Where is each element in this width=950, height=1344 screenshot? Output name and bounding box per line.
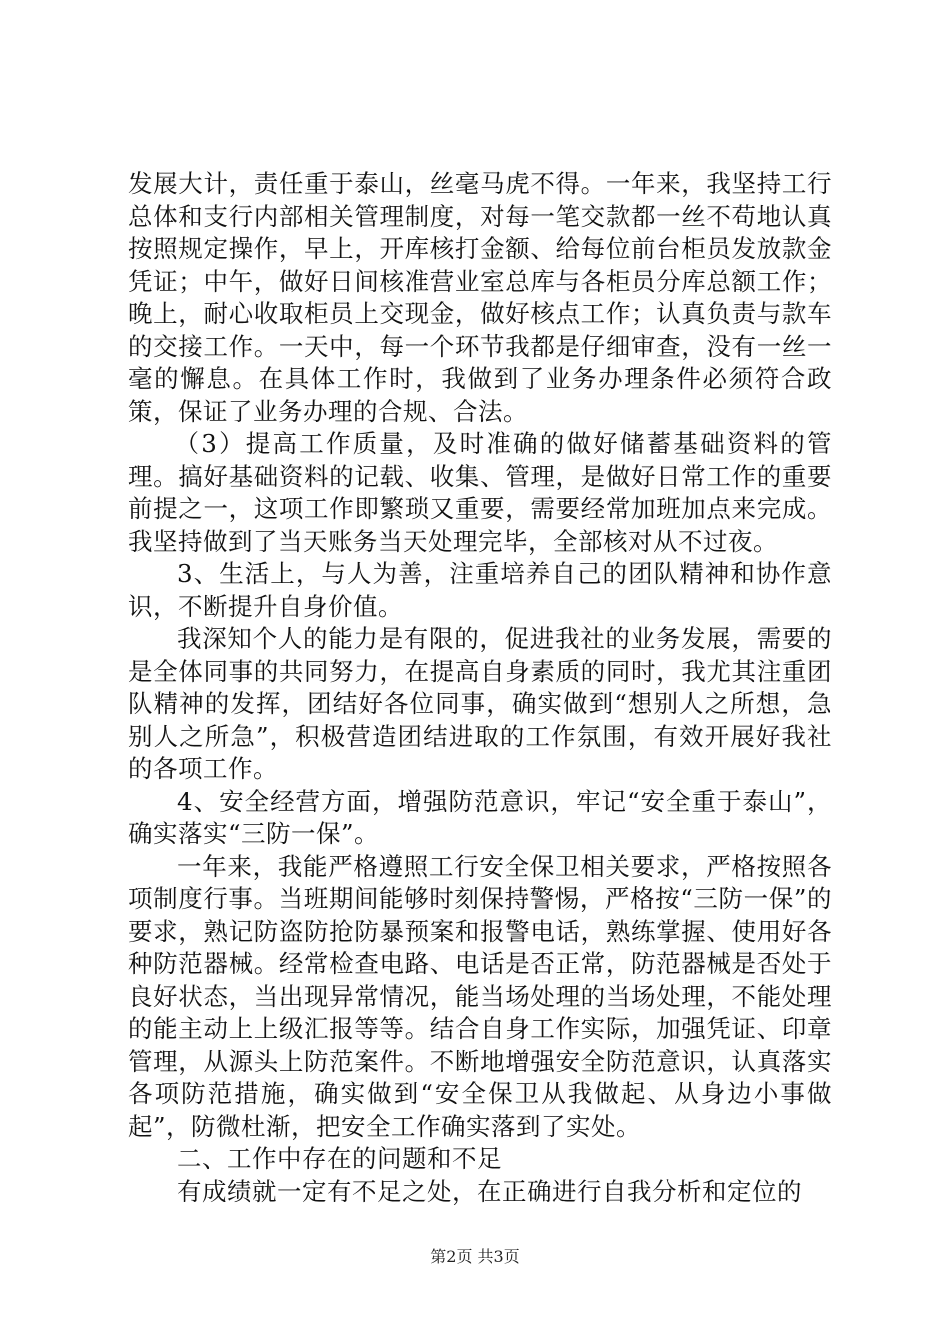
page-number-footer: 第2页 共3页 bbox=[430, 1247, 520, 1266]
paragraph-heading-safety: 4、安全经营方面，增强防范意识，牢记“安全重于泰山”，确实落实“三防一保”。 bbox=[128, 786, 832, 848]
document-body bbox=[128, 168, 832, 1208]
paragraph-work-quality: （3）提高工作质量，及时准确的做好储蓄基础资料的管理。搞好基础资料的记载、收集、管理，是做好日常工作的重要前提之一，这项工作即繁琐又重要，需要经常加班加点来完成。我坚持做到了当天账务当天处理完毕，全部核对从不过夜。 bbox=[128, 429, 832, 556]
paragraph-shortcomings: 有成绩就一定有不足之处，在正确进行自我分析和定位的 bbox=[177, 1176, 802, 1206]
paragraph-safety-details: 一年来，我能严格遵照工行安全保卫相关要求，严格按照各项制度行事。当班期间能够时刻保持警惕，严格按“三防一保”的要求，熟记防盗防抢防暴预案和报警电话，熟练掌握、使用好各种防范器械。经常检查电路、电话是否正常，防范器械是否处于良好状态，当出现异常情况，能当场处理的当场处理，不能处理的能主动上上级汇报等等。结合自身工作实际，加强凭证、印章管理，从源头上防范案件。不断地增强安全防范意识，认真落实各项防范措施，确实做到“安全保卫从我做起、从身边小事做起”，防微杜渐，把安全工作确实落到了实处。 bbox=[128, 851, 832, 1141]
section-heading-problems: 二、工作中存在的问题和不足 bbox=[177, 1144, 502, 1173]
paragraph-continuation: 发展大计，责任重于泰山，丝毫马虎不得。一年来，我坚持工行总体和支行内部相关管理制度，对每一笔交款都一丝不苟地认真按照规定操作，早上，开库核打金额、给每位前台柜员发放款金凭证；中午，做好日间核准营业室总库与各柜员分库总额工作；晚上，耐心收取柜员上交现金，做好核点工作；认真负责与款车的交接工作。一天中，每一个环节我都是仔细审查，没有一丝一毫的懈息。在具体工作时，我做到了业务办理条件必须符合政策，保证了业务办理的合规、合法。 bbox=[128, 169, 832, 426]
paragraph-heading-life: 3、生活上，与人为善，注重培养自己的团队精神和协作意识，不断提升自身价值。 bbox=[128, 559, 832, 621]
paragraph-teamwork: 我深知个人的能力是有限的，促进我社的业务发展，需要的是全体同事的共同努力，在提高自身素质的同时，我尤其注重团队精神的发挥，团结好各位同事，确实做到“想别人之所想，急别人之所急”，积极营造团结进取的工作氛围，有效开展好我社的各项工作。 bbox=[128, 624, 832, 783]
